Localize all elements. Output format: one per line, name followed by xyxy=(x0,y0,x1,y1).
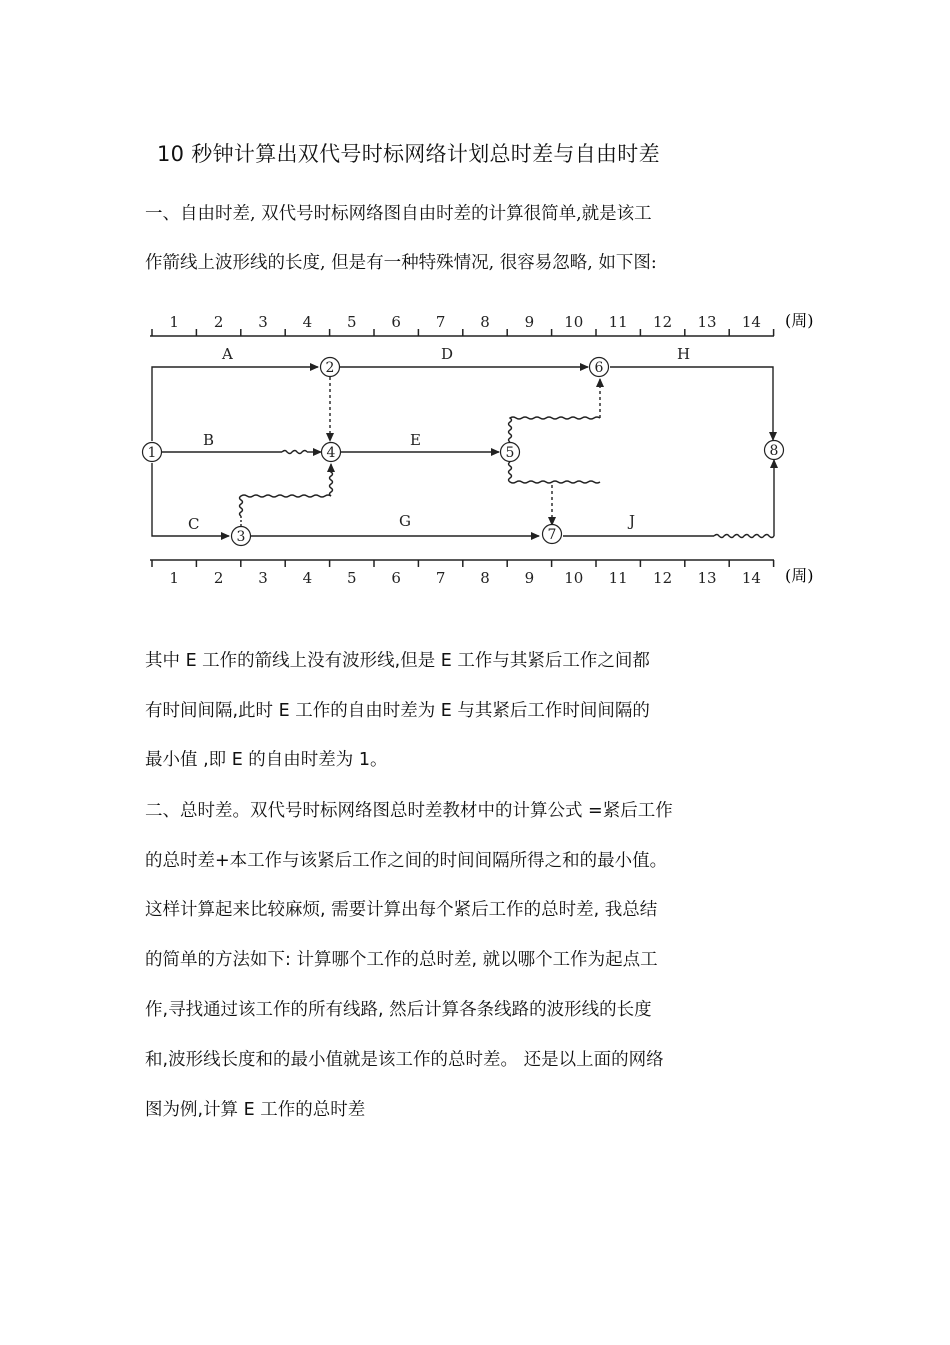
section2-line4: 的简单的方法如下: 计算哪个工作的总时差, 就以哪个工作为起点工 xyxy=(145,950,658,970)
dummy-5-7-wave xyxy=(509,462,601,483)
activity-h-label: H xyxy=(677,345,691,363)
top-scale-labels xyxy=(169,313,761,331)
bottom-scale-label: 5 xyxy=(347,569,357,587)
top-scale-label: 12 xyxy=(653,313,673,331)
top-scale-label: 14 xyxy=(741,313,761,331)
node-8-label: 8 xyxy=(769,443,779,459)
top-unit-label: (周) xyxy=(785,311,814,330)
paragraph1-line3: 最小值 ,即 E 的自由时差为 1。 xyxy=(145,750,388,770)
bottom-scale-labels xyxy=(169,569,761,587)
bottom-scale-label: 10 xyxy=(564,569,584,587)
bottom-scale-label: 4 xyxy=(302,569,313,587)
activity-e-label: E xyxy=(410,431,421,449)
section1-line1: 一、自由时差, 双代号时标网络图自由时差的计算很简单,就是该工 xyxy=(145,204,652,224)
bottom-scale-label: 7 xyxy=(435,569,446,587)
top-scale-label: 6 xyxy=(391,313,401,331)
top-scale-label: 4 xyxy=(302,313,313,331)
top-scale-label: 11 xyxy=(608,313,628,331)
top-scale-label: 7 xyxy=(435,313,446,331)
node-6-label: 6 xyxy=(594,360,604,376)
activity-j-wave xyxy=(714,535,774,538)
bottom-scale-label: 1 xyxy=(169,569,179,587)
node-7-label: 7 xyxy=(547,527,557,543)
activity-a-label: A xyxy=(222,345,233,363)
activity-a-arrow xyxy=(152,367,318,441)
activity-b-label: B xyxy=(203,431,215,449)
page-title: 10 秒钟计算出双代号时标网络计划总时差与自由时差 xyxy=(157,142,660,166)
bottom-time-scale xyxy=(150,560,774,567)
bottom-scale-label: 13 xyxy=(697,569,717,587)
time-scaled-network-diagram xyxy=(130,298,830,598)
dummy-3-4-vertical-wave xyxy=(330,468,333,496)
activity-b-wave xyxy=(282,451,307,454)
section2-line5: 作,寻找通过该工作的所有线路, 然后计算各条线路的波形线的长度 xyxy=(145,1000,652,1020)
section2-line1: 二、总时差。双代号时标网络图总时差教材中的计算公式 =紧后工作 xyxy=(145,801,673,821)
section2-line6: 和,波形线长度和的最小值就是该工作的总时差。 还是以上面的网络 xyxy=(145,1050,664,1070)
paragraph1-line1: 其中 E 工作的箭线上没有波形线,但是 E 工作与其紧后工作之间都 xyxy=(145,651,650,671)
activity-j-label: J xyxy=(629,512,636,530)
dummy-5-6-wave xyxy=(509,417,601,442)
node-2-label: 2 xyxy=(325,360,335,376)
section2-line2: 的总时差+本工作与该紧后工作之间的时间间隔所得之和的最小值。 xyxy=(145,851,668,871)
node-4-label: 4 xyxy=(326,445,336,461)
bottom-scale-label: 3 xyxy=(258,569,268,587)
top-scale-label: 2 xyxy=(213,313,224,331)
bottom-scale-label: 9 xyxy=(524,569,535,587)
top-scale-label: 10 xyxy=(564,313,584,331)
bottom-scale-label: 6 xyxy=(391,569,401,587)
bottom-scale-label: 8 xyxy=(480,569,490,587)
top-scale-label: 9 xyxy=(524,313,535,331)
node-5-label: 5 xyxy=(505,445,515,461)
node-1-label: 1 xyxy=(147,445,157,461)
top-scale-label: 5 xyxy=(347,313,357,331)
bottom-scale-label: 14 xyxy=(741,569,761,587)
node-3-label: 3 xyxy=(236,529,246,545)
section1-line2: 作箭线上波形线的长度, 但是有一种特殊情况, 很容易忽略, 如下图: xyxy=(145,253,657,273)
top-time-scale xyxy=(150,329,774,336)
top-scale-label: 3 xyxy=(258,313,268,331)
top-scale-label: 1 xyxy=(169,313,179,331)
activity-d-label: D xyxy=(441,345,454,363)
bottom-scale-label: 12 xyxy=(653,569,673,587)
activity-c-label: C xyxy=(188,515,200,533)
bottom-scale-label: 2 xyxy=(213,569,224,587)
activity-h-arrow xyxy=(610,367,773,440)
section2-line3: 这样计算起来比较麻烦, 需要计算出每个紧后工作的总时差, 我总结 xyxy=(145,900,658,920)
paragraph1-line2: 有时间间隔,此时 E 工作的自由时差为 E 与其紧后工作时间间隔的 xyxy=(145,701,650,721)
dummy-3-4-wave xyxy=(240,495,332,516)
activity-g-label: G xyxy=(399,512,411,530)
top-scale-label: 13 xyxy=(697,313,717,331)
top-scale-label: 8 xyxy=(480,313,490,331)
bottom-unit-label: (周) xyxy=(785,566,814,585)
bottom-scale-label: 11 xyxy=(608,569,628,587)
section2-line7: 图为例,计算 E 工作的总时差 xyxy=(145,1100,366,1120)
